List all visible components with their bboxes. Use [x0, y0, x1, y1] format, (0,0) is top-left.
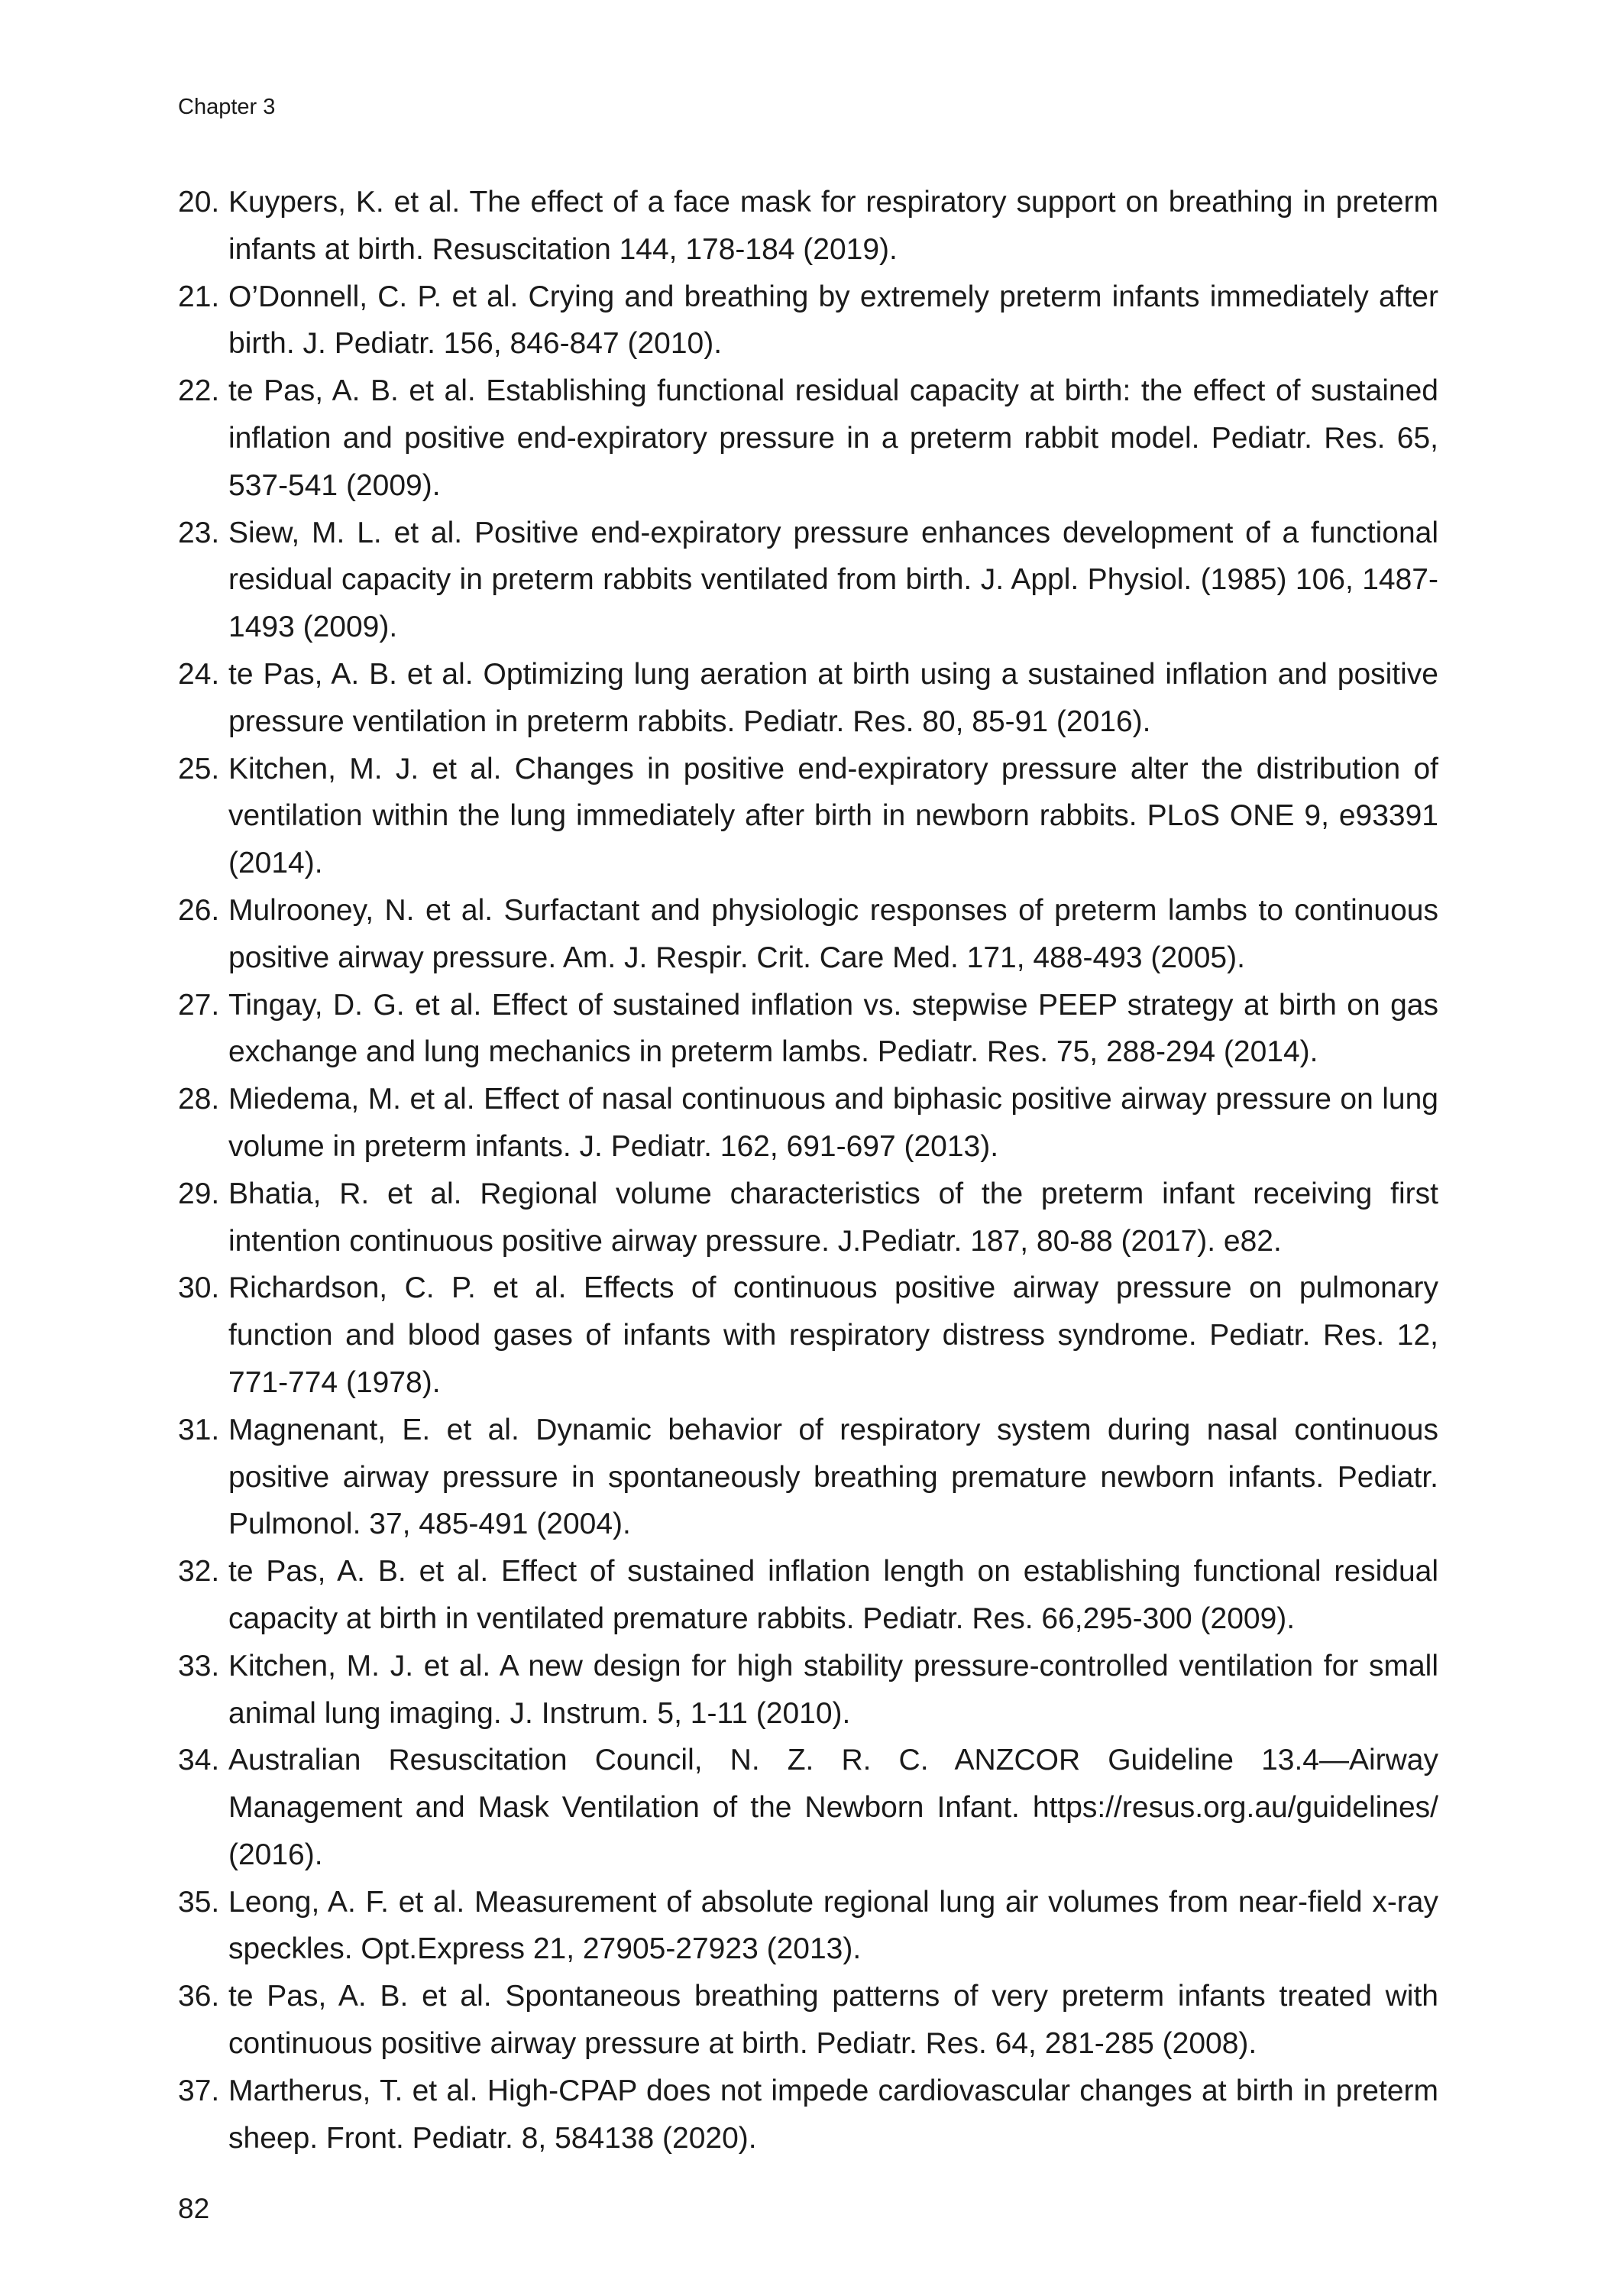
reference-text: Australian Resuscitation Council, N. Z. R. C. ANZCOR Guideline 13.4—Airway Management and Mask Ventilation of the Newborn Infant. https://resus.org.au/guidelines/ (2016). [228, 1744, 1438, 1871]
reference-item [178, 1973, 1438, 2068]
reference-text: Kuypers, K. et al. The effect of a face mask for respiratory support on breathing in preterm infants at birth. Resuscitation 144, 178-184 (2019). [228, 186, 1438, 266]
reference-item [178, 1737, 1438, 1878]
reference-number: 35. [178, 1885, 220, 1919]
reference-text: te Pas, A. B. et al. Spontaneous breathing patterns of very preterm infants treated with continuous positive airway pressure at birth. Pediatr. Res. 64, 281-285 (2008). [228, 1980, 1438, 2061]
reference-text: Miedema, M. et al. Effect of nasal continuous and biphasic positive airway pressure on lung volume in preterm infants. J. Pediatr. 162, 691-697 (2013). [228, 1083, 1438, 1163]
reference-number: 22. [178, 374, 220, 408]
reference-item [178, 1879, 1438, 1974]
reference-number: 26. [178, 893, 220, 927]
running-head: Chapter 3 [178, 95, 276, 119]
reference-item [178, 274, 1438, 368]
reference-item [178, 368, 1438, 509]
reference-list [178, 179, 1438, 2162]
reference-number: 21. [178, 280, 220, 313]
reference-number: 27. [178, 988, 220, 1022]
reference-number: 36. [178, 1980, 220, 2013]
reference-number: 20. [178, 186, 220, 219]
reference-text: Siew, M. L. et al. Positive end-expiratory pressure enhances development of a functional residual capacity in preterm rabbits ventilated from birth. J. Appl. Physiol. (1985) 106, 1487-1493 (2009). [228, 516, 1438, 644]
reference-text: Bhatia, R. et al. Regional volume characteristics of the preterm infant receiving first intention continuous positive airway pressure. J.Pediatr. 187, 80-88 (2017). e82. [228, 1177, 1438, 1258]
reference-number: 31. [178, 1413, 220, 1446]
reference-text: Leong, A. F. et al. Measurement of absolute regional lung air volumes from near-field x-ray speckles. Opt.Express 21, 27905-27923 (2013). [228, 1885, 1438, 1966]
reference-item [178, 982, 1438, 1077]
reference-text: Martherus, T. et al. High-CPAP does not impede cardiovascular changes at birth in preterm sheep. Front. Pediatr. 8, 584138 (2020). [228, 2074, 1438, 2155]
reference-text: Tingay, D. G. et al. Effect of sustained inflation vs. stepwise PEEP strategy at birth on gas exchange and lung mechanics in preterm lambs. Pediatr. Res. 75, 288-294 (2014). [228, 988, 1438, 1069]
reference-item [178, 1643, 1438, 1738]
reference-number: 23. [178, 516, 220, 549]
reference-number: 37. [178, 2074, 220, 2107]
reference-item [178, 746, 1438, 887]
reference-item [178, 1407, 1438, 1548]
reference-number: 30. [178, 1271, 220, 1305]
reference-item [178, 1171, 1438, 1265]
reference-text: Richardson, C. P. et al. Effects of continuous positive airway pressure on pulmonary function and blood gases of infants with respiratory distress syndrome. Pediatr. Res. 12, 771-774 (1978). [228, 1271, 1438, 1399]
reference-text: te Pas, A. B. et al. Optimizing lung aeration at birth using a sustained inflation and positive pressure ventilation in preterm rabbits. Pediatr. Res. 80, 85-91 (2016). [228, 657, 1438, 738]
reference-text: Kitchen, M. J. et al. Changes in positive end-expiratory pressure alter the distribution of ventilation within the lung immediately after birth in newborn rabbits. PLoS ONE 9, e93391 (2014). [228, 752, 1438, 880]
reference-item [178, 651, 1438, 746]
reference-text: te Pas, A. B. et al. Establishing functional residual capacity at birth: the effect of sustained inflation and positive end-expiratory pressure in a preterm rabbit model. Pediatr. Res. 65, 537-541 (2009). [228, 374, 1438, 502]
reference-item [178, 887, 1438, 982]
reference-item [178, 179, 1438, 274]
reference-item [178, 1076, 1438, 1171]
reference-text: te Pas, A. B. et al. Effect of sustained inflation length on establishing functional residual capacity at birth in ventilated premature rabbits. Pediatr. Res. 66,295-300 (2009). [228, 1555, 1438, 1635]
page-number: 82 [178, 2193, 210, 2224]
reference-item [178, 510, 1438, 651]
reference-number: 34. [178, 1744, 220, 1777]
reference-item [178, 1265, 1438, 1406]
reference-number: 29. [178, 1177, 220, 1210]
reference-number: 25. [178, 752, 220, 785]
reference-item [178, 2068, 1438, 2162]
reference-number: 28. [178, 1083, 220, 1116]
reference-text: Kitchen, M. J. et al. A new design for high stability pressure-controlled ventilation for small animal lung imaging. J. Instrum. 5, 1-11 (2010). [228, 1649, 1438, 1730]
reference-number: 24. [178, 657, 220, 691]
reference-item [178, 1548, 1438, 1643]
reference-number: 33. [178, 1649, 220, 1683]
reference-number: 32. [178, 1555, 220, 1589]
reference-text: Mulrooney, N. et al. Surfactant and physiologic responses of preterm lambs to continuous positive airway pressure. Am. J. Respir. Crit. Care Med. 171, 488-493 (2005). [228, 893, 1438, 974]
reference-text: Magnenant, E. et al. Dynamic behavior of respiratory system during nasal continuous positive airway pressure in spontaneously breathing premature newborn infants. Pediatr. Pulmonol. 37, 485-491 (2004). [228, 1413, 1438, 1541]
reference-text: O’Donnell, C. P. et al. Crying and breathing by extremely preterm infants immediately after birth. J. Pediatr. 156, 846-847 (2010). [228, 280, 1438, 361]
